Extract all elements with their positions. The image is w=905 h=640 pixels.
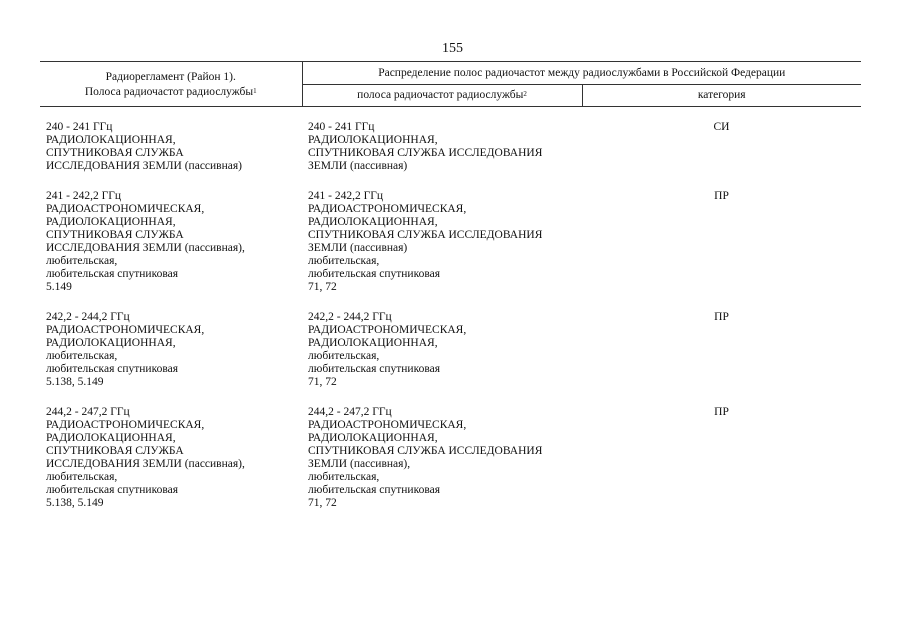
- cell-line: любительская спутниковая: [308, 363, 441, 375]
- cell-line: 242,2 - 244,2 ГГц: [308, 311, 392, 323]
- cell-line: 5.138, 5.149: [46, 497, 104, 509]
- cell-line: любительская спутниковая: [46, 484, 179, 496]
- header-rr-line2: Полоса радиочастот радиослужбы: [84, 85, 254, 98]
- frequency-allocation-table: [40, 61, 861, 527]
- cell-line: любительская спутниковая: [308, 268, 441, 280]
- rr-band-cell: [40, 406, 302, 527]
- category-cell: ПР: [714, 311, 729, 323]
- cell-line: 71, 72: [308, 497, 337, 509]
- cell-line: 244,2 - 247,2 ГГц: [308, 406, 392, 418]
- cell-line: РАДИОЛОКАЦИОННАЯ,: [46, 216, 176, 228]
- page-number: 155: [442, 41, 463, 56]
- cell-line: РАДИОЛОКАЦИОННАЯ,: [308, 432, 438, 444]
- cell-line: СПУТНИКОВАЯ СЛУЖБА ИССЛЕДОВАНИЯ: [308, 147, 543, 159]
- rf-band-cell: [302, 190, 582, 311]
- cell-line: РАДИОЛОКАЦИОННАЯ,: [46, 337, 176, 349]
- category-cell: СИ: [713, 121, 730, 133]
- cell-line: РАДИОАСТРОНОМИЧЕСКАЯ,: [308, 324, 467, 336]
- cell-line: любительская,: [46, 255, 118, 267]
- cell-line: РАДИОАСТРОНОМИЧЕСКАЯ,: [46, 324, 205, 336]
- table-row: [40, 406, 861, 527]
- cell-line: СПУТНИКОВАЯ СЛУЖБА ИССЛЕДОВАНИЯ: [308, 445, 543, 457]
- cell-line: любительская спутниковая: [46, 268, 179, 280]
- cell-line: РАДИОАСТРОНОМИЧЕСКАЯ,: [308, 203, 467, 215]
- cell-line: РАДИОЛОКАЦИОННАЯ,: [308, 216, 438, 228]
- cell-line: РАДИОАСТРОНОМИЧЕСКАЯ,: [46, 419, 205, 431]
- cell-line: СПУТНИКОВАЯ СЛУЖБА: [46, 445, 184, 457]
- cell-line: РАДИОЛОКАЦИОННАЯ,: [46, 432, 176, 444]
- cell-line: 5.138, 5.149: [46, 376, 104, 388]
- cell-line: ЗЕМЛИ (пассивная): [308, 160, 408, 172]
- cell-line: любительская,: [46, 350, 118, 362]
- cell-line: 240 - 241 ГГц: [46, 121, 113, 133]
- cell-line: 71, 72: [308, 281, 337, 293]
- header-band-column: полоса радиочастот радиослужбы$^2$: [302, 85, 582, 107]
- cell-line: 241 - 242,2 ГГц: [308, 190, 384, 202]
- cell-line: СПУТНИКОВАЯ СЛУЖБА: [46, 229, 184, 241]
- cell-line: 244,2 - 247,2 ГГц: [46, 406, 130, 418]
- cell-line: 71, 72: [308, 376, 337, 388]
- cell-line: РАДИОЛОКАЦИОННАЯ,: [308, 134, 438, 146]
- header-rf-allocation: Распределение полос радиочастот между радиослужбами в Российской Федерации: [302, 62, 861, 85]
- cell-line: любительская,: [308, 350, 380, 362]
- cell-line: любительская,: [308, 255, 380, 267]
- cell-line: любительская спутниковая: [46, 363, 179, 375]
- footnote-ref-2: 2: [523, 90, 527, 98]
- cell-line: РАДИОАСТРОНОМИЧЕСКАЯ,: [308, 419, 467, 431]
- header-category-column: категория: [582, 85, 861, 107]
- category-cell: ПР: [714, 190, 729, 202]
- cell-line: ИССЛЕДОВАНИЯ ЗЕМЛИ (пассивная),: [46, 242, 245, 254]
- cell-line: 242,2 - 244,2 ГГц: [46, 311, 130, 323]
- cell-line: ИССЛЕДОВАНИЯ ЗЕМЛИ (пассивная),: [46, 458, 245, 470]
- cell-line: любительская спутниковая: [308, 484, 441, 496]
- cell-line: ИССЛЕДОВАНИЯ ЗЕМЛИ (пассивная): [46, 160, 242, 172]
- cell-line: РАДИОЛОКАЦИОННАЯ,: [46, 134, 176, 146]
- table-row: [40, 190, 861, 311]
- rr-band-cell: [40, 311, 302, 406]
- footnote-ref-1: 1: [253, 86, 257, 95]
- table-row: [40, 311, 861, 406]
- cell-line: СПУТНИКОВАЯ СЛУЖБА: [46, 147, 184, 159]
- rf-band-cell: [302, 311, 582, 406]
- cell-line: ЗЕМЛИ (пассивная): [308, 242, 408, 254]
- cell-line: 240 - 241 ГГц: [308, 121, 375, 133]
- category-cell: ПР: [714, 406, 729, 418]
- rf-band-cell: [302, 406, 582, 527]
- cell-line: РАДИОЛОКАЦИОННАЯ,: [308, 337, 438, 349]
- table-row: [40, 107, 861, 191]
- table-body: [40, 107, 861, 528]
- cell-line: ЗЕМЛИ (пассивная),: [308, 458, 411, 470]
- header-radio-regulations: [40, 62, 302, 107]
- header-rr-line1: Радиорегламент (Район 1).: [105, 70, 236, 83]
- rf-band-cell: [302, 107, 582, 191]
- cell-line: любительская,: [308, 471, 380, 483]
- cell-line: РАДИОАСТРОНОМИЧЕСКАЯ,: [46, 203, 205, 215]
- cell-line: 5.149: [46, 281, 72, 293]
- cell-line: 241 - 242,2 ГГц: [46, 190, 122, 202]
- rr-band-cell: [40, 107, 302, 191]
- cell-line: любительская,: [46, 471, 118, 483]
- rr-band-cell: [40, 190, 302, 311]
- cell-line: СПУТНИКОВАЯ СЛУЖБА ИССЛЕДОВАНИЯ: [308, 229, 543, 241]
